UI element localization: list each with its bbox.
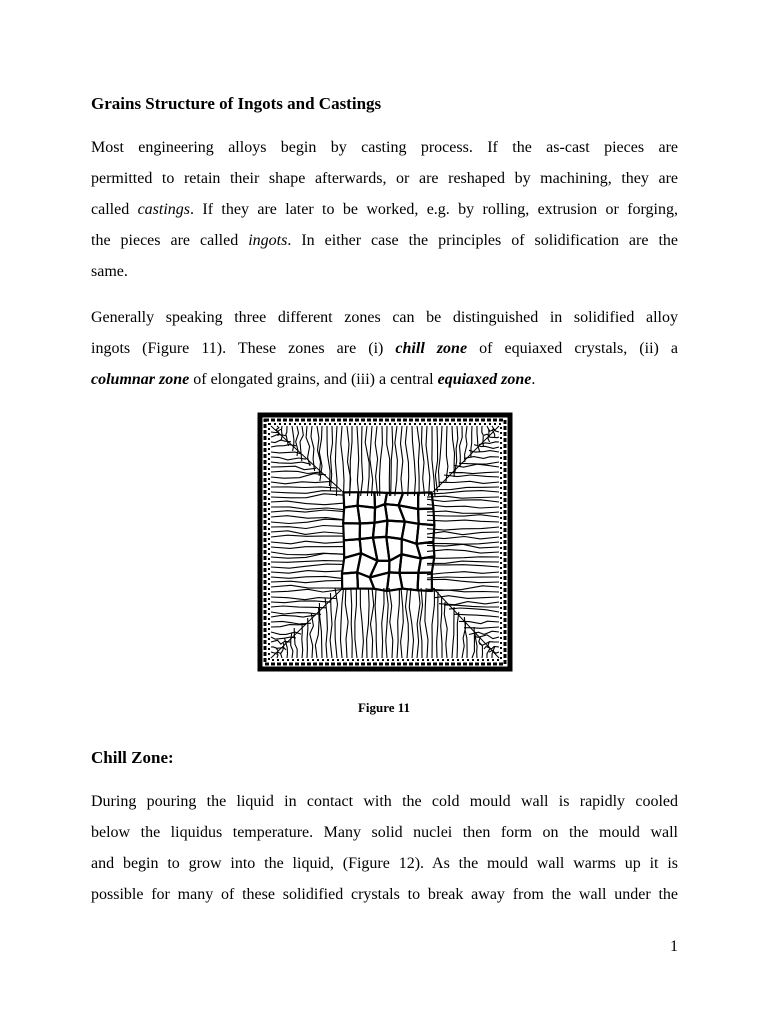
text-line: During pouring the liquid in contact with the cold mould wall is rapidly cooled (91, 793, 678, 810)
text-line: columnar zone of elongated grains, and (iii) a central equiaxed zone. (91, 371, 536, 388)
section-heading-chill-zone: Chill Zone: (91, 748, 174, 767)
text-line: below the liquidus temperature. Many solid nuclei then form on the mould wall (91, 824, 678, 841)
paragraph-casting-intro (91, 132, 678, 287)
term-equiaxed-zone: equiaxed zone (437, 371, 532, 388)
text-line: possible for many of these solidified crystals to break away from the wall under the (91, 886, 678, 903)
text-line: the pieces are called ingots. In either case the principles of solidification are the (91, 232, 679, 249)
term-castings: castings (137, 201, 191, 218)
term-ingots: ingots (248, 232, 288, 249)
text-line: and begin to grow into the liquid, (Figure 12). As the mould wall warms up it is (91, 855, 678, 872)
text-line: permitted to retain their shape afterwards, or are reshaped by machining, they are (91, 170, 678, 187)
text-line: ingots (Figure 11). These zones are (i) chill zone of equiaxed crystals, (ii) a (91, 340, 679, 357)
text-line: called castings. If they are later to be worked, e.g. by rolling, extrusion or forging, (91, 201, 679, 218)
text-line: same. (91, 263, 128, 280)
figure-caption: Figure 11 (357, 700, 411, 715)
page-number: 1 (670, 938, 678, 955)
term-chill-zone: chill zone (395, 340, 468, 357)
section-heading-grains-structure: Grains Structure of Ingots and Castings (91, 94, 382, 113)
paragraph-chill-zone (91, 786, 678, 910)
ingot-grain-structure-figure (257, 412, 513, 672)
text-line: Generally speaking three different zones can be distinguished in solidified alloy (91, 309, 678, 326)
paragraph-three-zones (91, 302, 678, 395)
text-line: Most engineering alloys begin by casting process. If the as-cast pieces are (91, 139, 678, 156)
term-columnar-zone: columnar zone (91, 371, 190, 388)
